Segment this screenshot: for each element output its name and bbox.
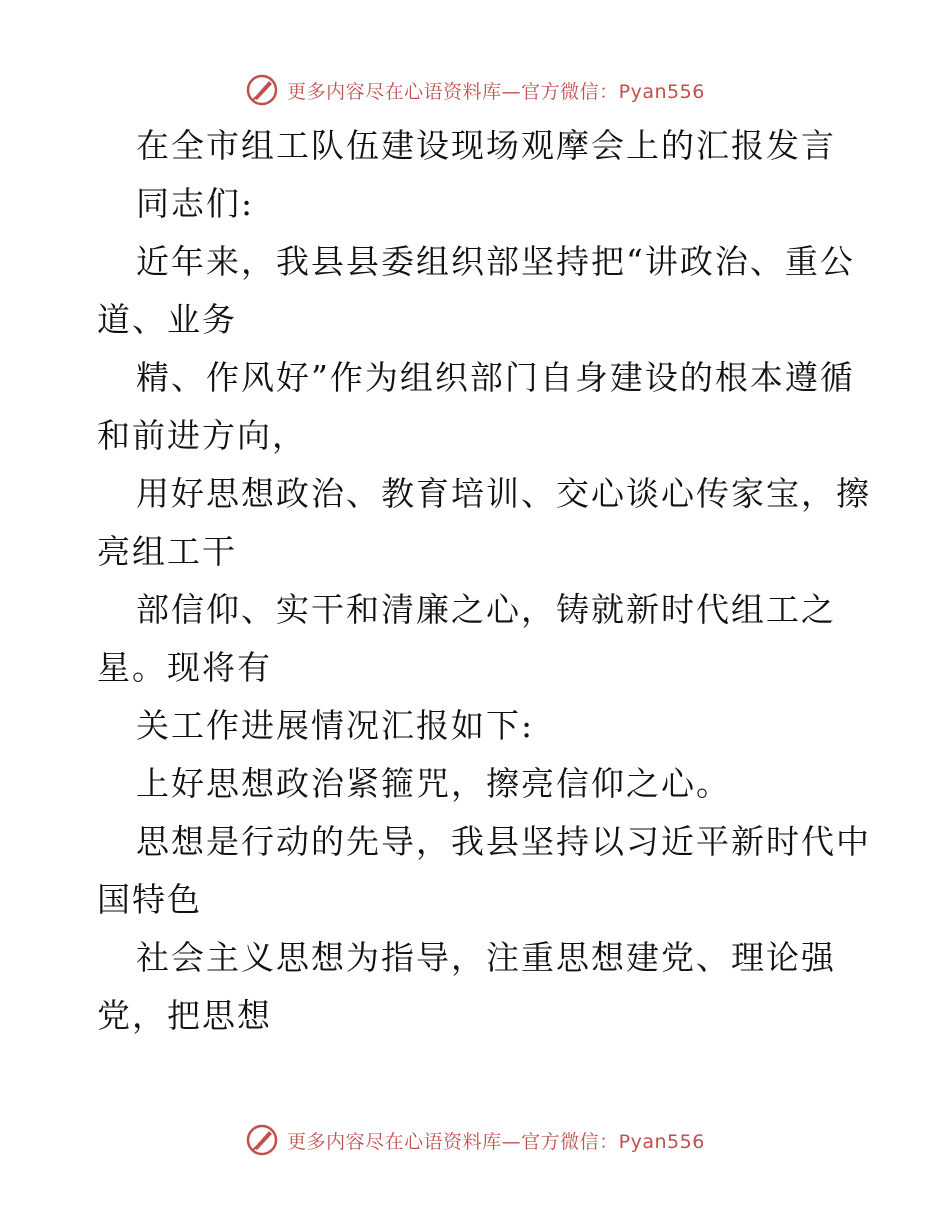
salutation: 同志们: [136,184,255,223]
header-banner [0,70,950,110]
paragraph-line: 星。现将有 [97,648,272,687]
paragraph-line: 亮组工干 [97,532,237,571]
document-title: 在全市组工队伍建设现场观摩会上的汇报发言 [136,126,836,165]
paragraph-line: 国特色 [97,880,202,919]
paragraph-line: 社会主义思想为指导，注重思想建党、理论强 [136,938,836,977]
section-heading: 上好思想政治紧箍咒，擦亮信仰之心。 [136,764,731,803]
paragraph-line: 道、业务 [97,300,237,339]
paragraph-line: 部信仰、实干和清廉之心，铸就新时代组工之 [136,590,836,629]
document-body [97,117,871,1045]
paragraph-line: 用好思想政治、教育培训、交心谈心传家宝，擦 [136,474,871,513]
header-banner-text: 更多内容尽在心语资料库—官方微信：Pyan556 [287,80,705,103]
paragraph-line: 关工作进展情况汇报如下: [136,706,535,745]
paragraph-line: 精、作风好”作为组织部门自身建设的根本遵循 [136,358,855,397]
footer-banner [0,1120,950,1160]
quill-pen-logo-icon [245,73,279,107]
paragraph-line: 和前进方向， [97,416,307,455]
paragraph-line: 思想是行动的先导，我县坚持以习近平新时代中 [136,822,871,861]
footer-banner-text: 更多内容尽在心语资料库—官方微信：Pyan556 [287,1130,705,1153]
quill-pen-logo-icon [245,1123,279,1157]
paragraph-line: 近年来，我县县委组织部坚持把“讲政治、重公 [136,242,855,281]
paragraph-line: 党，把思想 [97,996,272,1035]
